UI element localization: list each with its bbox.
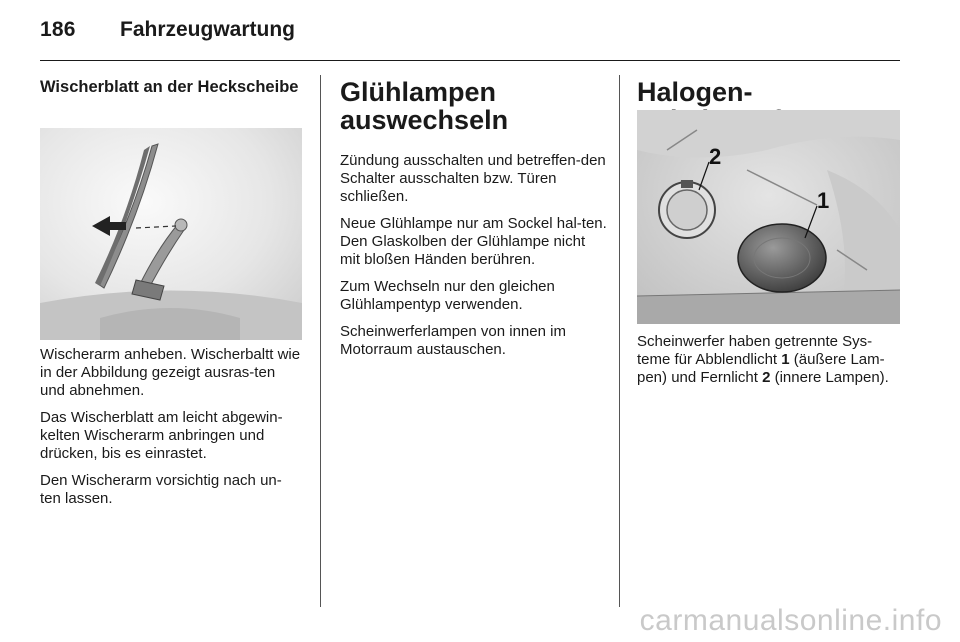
- column-divider: [320, 75, 321, 607]
- paragraph-text: Scheinwerfer haben getrennte Sys-teme für Abblendlicht: [637, 333, 873, 368]
- wiper-section: [40, 78, 302, 97]
- page-number: 186: [40, 18, 76, 41]
- page-header: [40, 16, 900, 61]
- paragraph: Zum Wechseln nur den gleichen Glühlampentyp verwenden.: [340, 278, 555, 313]
- wiper-text: [40, 346, 302, 517]
- low-beam-ref: 1: [781, 351, 790, 368]
- paragraph: Scheinwerferlampen von innen im Motorraum austauschen.: [340, 323, 566, 358]
- paragraph: Den Wischerarm vorsichtig nach un-ten lassen.: [40, 472, 282, 507]
- halogen-text: [637, 333, 905, 396]
- headlamp-illustration: [637, 110, 900, 324]
- paragraph: Zündung ausschalten und betreffen-den Schalter ausschalten bzw. Türen schließen.: [340, 152, 606, 205]
- section-heading: Wischerblatt an der Heckscheibe: [40, 78, 299, 96]
- rear-wiper-illustration: [40, 128, 302, 340]
- paragraph-text: (innere Lampen).: [770, 369, 889, 386]
- column-divider: [619, 75, 620, 607]
- chapter-title: Fahrzeugwartung: [120, 18, 296, 41]
- paragraph: [637, 333, 905, 387]
- section-heading: Glühlampen auswechseln: [340, 77, 509, 135]
- paragraph: Das Wischerblatt am leicht abgewin-kelten Wischerarm anbringen und drücken, bis es einrastet.: [40, 409, 283, 462]
- high-beam-ref: 2: [762, 369, 771, 386]
- paragraph: Wischerarm anheben. Wischerbaltt wie in der Abbildung gezeigt ausras-ten und abnehmen.: [40, 346, 301, 399]
- section-heading: Halogen-: [637, 77, 753, 107]
- paragraph-text: (äußere Lam-pen) und Fernlicht: [637, 351, 885, 386]
- callout-label: 1: [817, 188, 830, 213]
- bulb-section: [340, 78, 608, 368]
- callout-label: 2: [709, 144, 722, 169]
- paragraph: Neue Glühlampe nur am Sockel hal-ten. Den Glaskolben der Glühlampe nicht mit bloßen Händen berühren.: [340, 215, 607, 268]
- watermark: carmanualsonline.info: [639, 604, 942, 637]
